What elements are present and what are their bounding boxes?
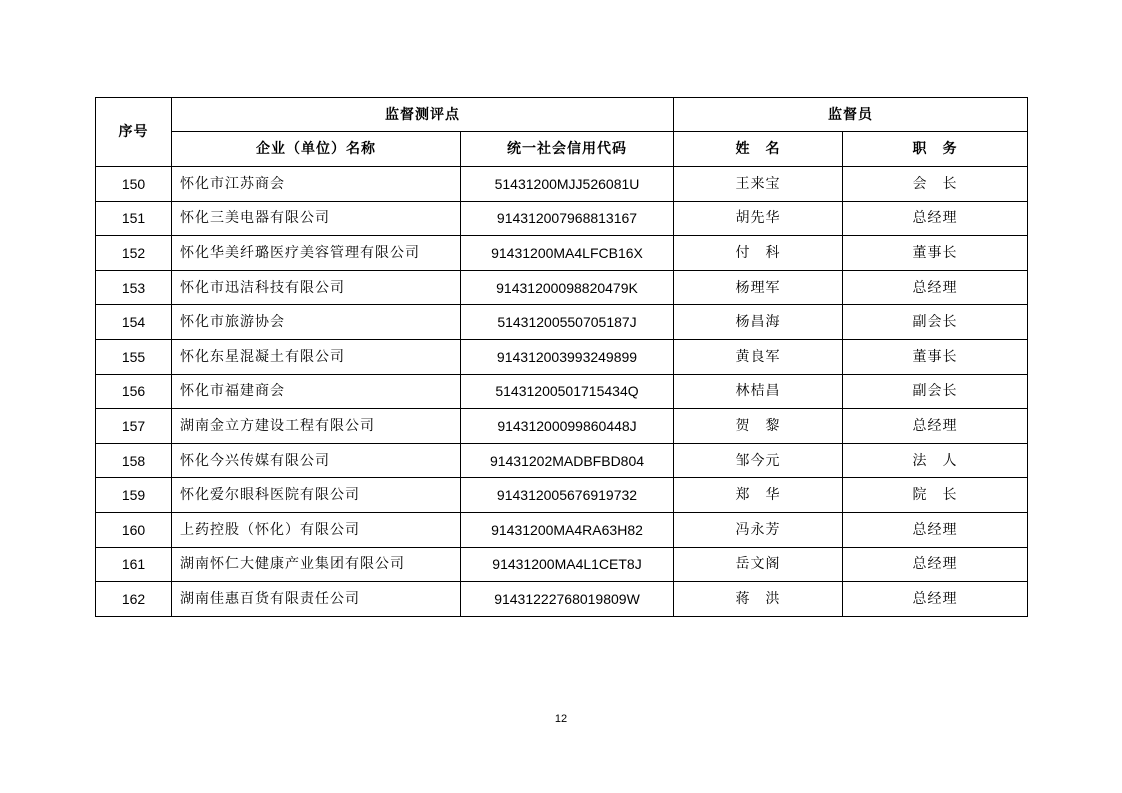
row-person-name: 贺 黎 (674, 409, 843, 444)
table-row (96, 339, 1028, 374)
row-credit-code: 91431200099860448J (461, 409, 674, 444)
row-position: 会 长 (843, 167, 1028, 202)
row-position: 院 长 (843, 478, 1028, 513)
row-index: 158 (96, 443, 172, 478)
table-row (96, 374, 1028, 409)
row-index: 156 (96, 374, 172, 409)
header-company: 企业（单位）名称 (172, 132, 461, 167)
table-row (96, 409, 1028, 444)
table-row (96, 582, 1028, 617)
row-index: 150 (96, 167, 172, 202)
table-row (96, 236, 1028, 271)
table-row (96, 167, 1028, 202)
row-position: 副会长 (843, 305, 1028, 340)
header-index: 序号 (96, 98, 172, 167)
table-row (96, 478, 1028, 513)
row-company-name: 怀化爱尔眼科医院有限公司 (172, 478, 461, 513)
table-row (96, 201, 1028, 236)
table-row (96, 270, 1028, 305)
row-credit-code: 914312005676919732 (461, 478, 674, 513)
row-index: 151 (96, 201, 172, 236)
table-body (96, 167, 1028, 617)
row-company-name: 湖南怀仁大健康产业集团有限公司 (172, 547, 461, 582)
header-row-columns (96, 132, 1028, 167)
row-company-name: 怀化三美电器有限公司 (172, 201, 461, 236)
row-company-name: 湖南金立方建设工程有限公司 (172, 409, 461, 444)
table-row (96, 443, 1028, 478)
row-company-name: 怀化市福建商会 (172, 374, 461, 409)
row-person-name: 郑 华 (674, 478, 843, 513)
row-index: 157 (96, 409, 172, 444)
row-index: 154 (96, 305, 172, 340)
row-credit-code: 51431200MJJ526081U (461, 167, 674, 202)
table-row (96, 512, 1028, 547)
row-company-name: 怀化市江苏商会 (172, 167, 461, 202)
row-person-name: 胡先华 (674, 201, 843, 236)
row-position: 董事长 (843, 339, 1028, 374)
supervisor-table (95, 97, 1028, 617)
table-row (96, 547, 1028, 582)
row-person-name: 林桔昌 (674, 374, 843, 409)
row-index: 155 (96, 339, 172, 374)
row-person-name: 蒋 洪 (674, 582, 843, 617)
row-credit-code: 91431200098820479K (461, 270, 674, 305)
row-credit-code: 51431200501715434Q (461, 374, 674, 409)
header-row-group (96, 98, 1028, 132)
row-company-name: 怀化华美纤璐医疗美容管理有限公司 (172, 236, 461, 271)
row-person-name: 杨昌海 (674, 305, 843, 340)
row-position: 法 人 (843, 443, 1028, 478)
row-person-name: 黄良军 (674, 339, 843, 374)
header-person-name: 姓 名 (674, 132, 843, 167)
row-credit-code: 91431222768019809W (461, 582, 674, 617)
row-credit-code: 91431200MA4RA63H82 (461, 512, 674, 547)
row-index: 162 (96, 582, 172, 617)
row-credit-code: 91431200MA4LFCB16X (461, 236, 674, 271)
row-person-name: 杨理军 (674, 270, 843, 305)
row-company-name: 怀化市迅洁科技有限公司 (172, 270, 461, 305)
row-person-name: 岳文阁 (674, 547, 843, 582)
row-company-name: 怀化东星混凝土有限公司 (172, 339, 461, 374)
row-person-name: 邹今元 (674, 443, 843, 478)
row-index: 160 (96, 512, 172, 547)
row-credit-code: 51431200550705187J (461, 305, 674, 340)
row-person-name: 冯永芳 (674, 512, 843, 547)
row-position: 副会长 (843, 374, 1028, 409)
row-company-name: 湖南佳惠百货有限责任公司 (172, 582, 461, 617)
row-index: 161 (96, 547, 172, 582)
row-company-name: 怀化今兴传媒有限公司 (172, 443, 461, 478)
row-position: 总经理 (843, 270, 1028, 305)
table-row (96, 305, 1028, 340)
row-position: 总经理 (843, 201, 1028, 236)
header-group-site: 监督测评点 (172, 98, 674, 132)
row-credit-code: 914312003993249899 (461, 339, 674, 374)
row-credit-code: 91431202MADBFBD804 (461, 443, 674, 478)
row-position: 总经理 (843, 512, 1028, 547)
row-person-name: 王来宝 (674, 167, 843, 202)
header-position: 职 务 (843, 132, 1028, 167)
row-person-name: 付 科 (674, 236, 843, 271)
row-position: 总经理 (843, 582, 1028, 617)
row-position: 总经理 (843, 409, 1028, 444)
row-credit-code: 914312007968813167 (461, 201, 674, 236)
row-index: 153 (96, 270, 172, 305)
header-group-supervisor: 监督员 (674, 98, 1028, 132)
row-company-name: 怀化市旅游协会 (172, 305, 461, 340)
row-index: 159 (96, 478, 172, 513)
row-credit-code: 91431200MA4L1CET8J (461, 547, 674, 582)
row-company-name: 上药控股（怀化）有限公司 (172, 512, 461, 547)
header-credit-code: 统一社会信用代码 (461, 132, 674, 167)
page-number: 12 (554, 713, 568, 725)
row-position: 董事长 (843, 236, 1028, 271)
row-index: 152 (96, 236, 172, 271)
row-position: 总经理 (843, 547, 1028, 582)
